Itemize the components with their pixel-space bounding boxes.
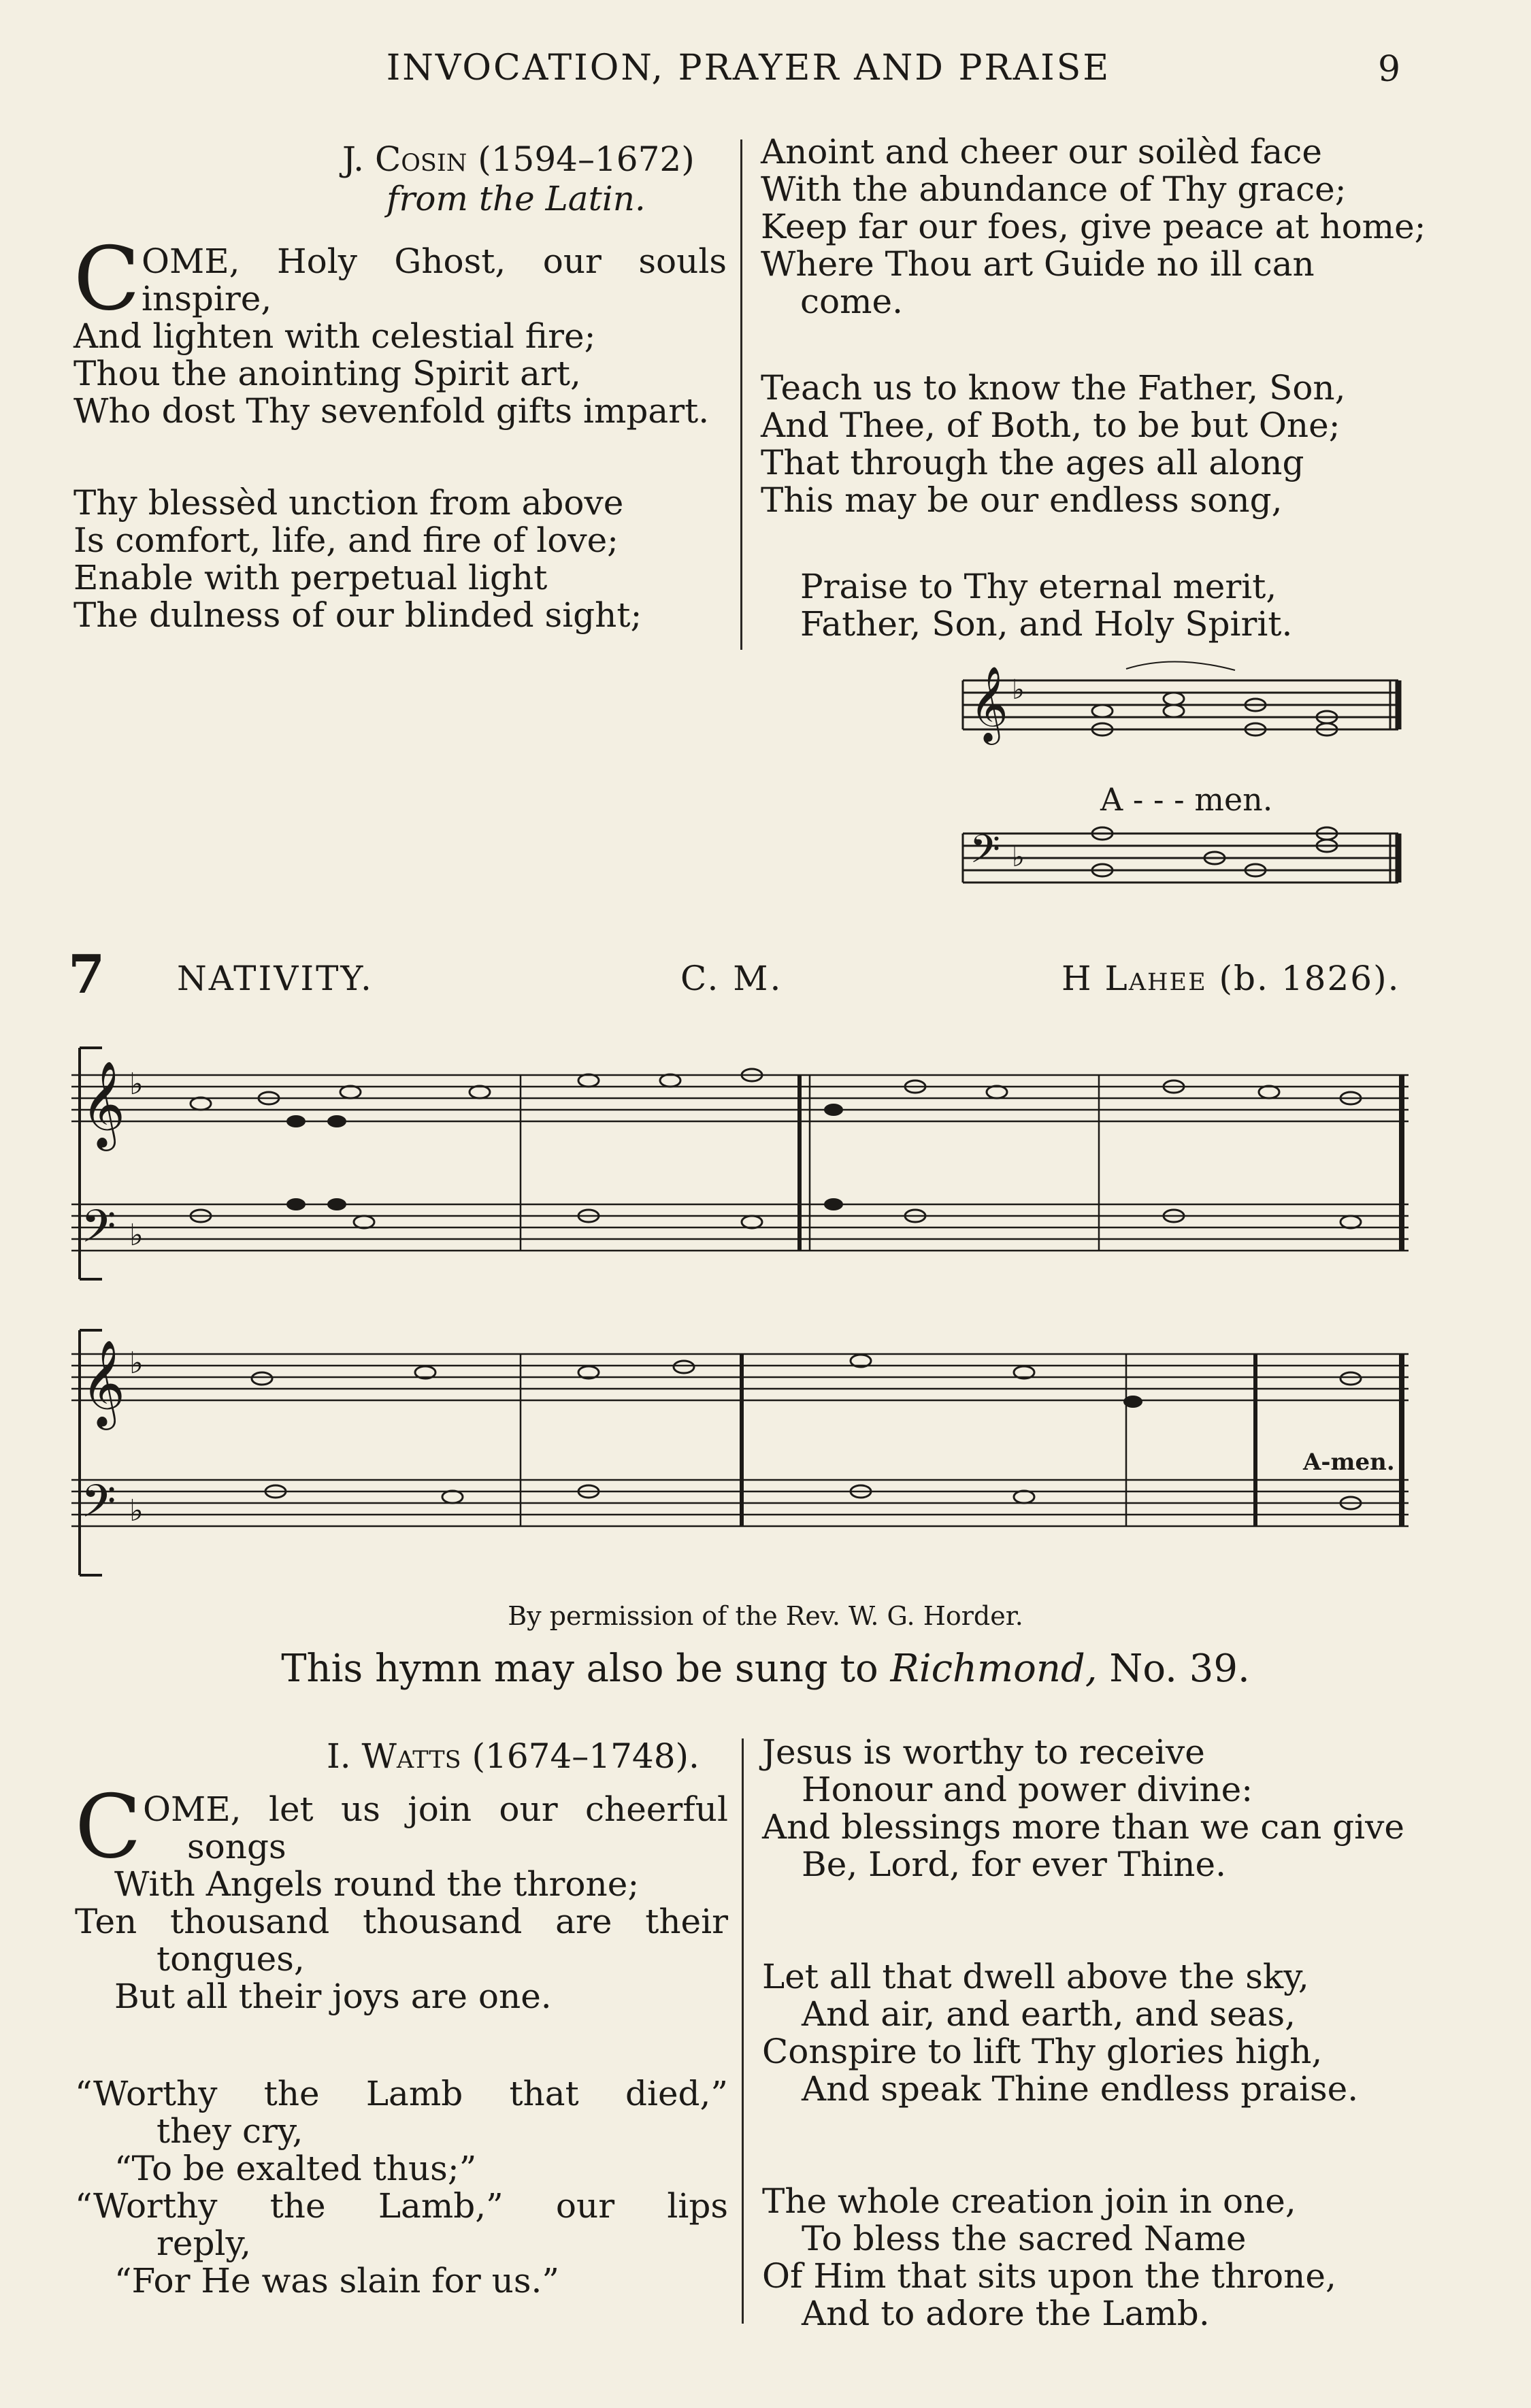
stanza-line: Enable with perpetual light [73, 558, 548, 597]
stanza-line: “To be exalted thus;” [114, 2149, 477, 2188]
hymn8-dropcap: C [75, 1777, 142, 1878]
stanza-line: And blessings more than we can give [762, 1807, 1404, 1847]
stanza-line: OME, let us join our cheerful [143, 1789, 728, 1829]
stanza-line: Ten thousand thousand are their [75, 1902, 728, 1941]
stanza-line: Thy blessèd unction from above [73, 483, 624, 523]
stanza-line: inspire, [142, 279, 272, 318]
hymn6-stanza-3 [761, 133, 1441, 320]
stanza-line: And to adore the Lamb. [802, 2294, 1210, 2333]
stanza-line: This may be our endless song, [761, 480, 1283, 520]
hymn6-stanza-4 [761, 369, 1441, 519]
stanza-line: Be, Lord, for ever Thine. [802, 1845, 1226, 1884]
stanza-line: And Thee, of Both, to be but One; [761, 406, 1340, 445]
hymn-number: 7 [68, 944, 105, 1006]
svg-text:𝄞: 𝄞 [81, 1339, 126, 1426]
stanza-line: That through the ages all along [761, 443, 1304, 482]
stanza-line: But all their joys are one. [114, 1977, 552, 2016]
stanza-line: With Angels round the throne; [114, 1864, 640, 1904]
stanza-line: songs [187, 1827, 286, 1866]
svg-text:♭: ♭ [129, 1494, 144, 1528]
stanza-line: Is comfort, life, and fire of love; [73, 521, 619, 560]
svg-text:♭: ♭ [129, 1067, 144, 1102]
stanza-line: Praise to Thy eternal merit, [800, 567, 1277, 606]
svg-text:𝄢: 𝄢 [81, 1200, 116, 1264]
stanza-line: The whole creation join in one, [762, 2181, 1296, 2221]
hymn6-stanza-1 [73, 229, 727, 431]
column-divider [742, 1738, 744, 2324]
stanza-line: “For He was slain for us.” [114, 2261, 559, 2300]
amen-music-notation [956, 650, 1419, 902]
stanza-line: Anoint and cheer our soilèd face [761, 132, 1322, 171]
svg-text:𝄞: 𝄞 [81, 1060, 126, 1147]
stanza-line: With the abundance of Thy grace; [761, 169, 1347, 209]
column-divider [740, 139, 742, 650]
hymn8-right-column [762, 1734, 1449, 2387]
hymn6-author-dates: (1594–1672) [478, 139, 695, 179]
stanza-line: Teach us to know the Father, Son, [761, 368, 1346, 408]
hymn6-right-column [761, 133, 1441, 697]
hymn8-stanza-5 [762, 2183, 1449, 2332]
stanza-line: Who dost Thy sevenfold gifts impart. [73, 391, 710, 431]
page-number: 9 [1378, 49, 1401, 90]
svg-text:𝄢: 𝄢 [81, 1475, 116, 1538]
hymn6-attribution [73, 139, 727, 179]
hymn7-amen-lyric: A-men. [1303, 1449, 1395, 1476]
svg-text:𝄢: 𝄢 [970, 826, 1001, 882]
stanza-line: Of Him that sits upon the throne, [762, 2256, 1336, 2296]
alternate-tune-note: This hymn may also be sung to Richmond, No. 39. [281, 1647, 1250, 1691]
hymn6-doxology [761, 568, 1441, 643]
tune-name: NATIVITY. [177, 959, 374, 998]
stanza-line: Thou the anointing Spirit art, [73, 354, 581, 393]
svg-text:♭: ♭ [129, 1218, 144, 1253]
stanza-line: “Worthy the Lamb,” our lips [75, 2186, 728, 2226]
stanza-line: Jesus is worthy to receive [762, 1732, 1205, 1772]
hymn6-dropcap: C [73, 229, 140, 330]
amen-lyric: A - - - men. [1100, 781, 1273, 818]
page-running-title: INVOCATION, PRAYER AND PRAISE [386, 48, 1111, 88]
hymn7-music-score [71, 1034, 1419, 1592]
hymn6-source: from the Latin. [386, 179, 646, 218]
hymn8-author-dates: (1674–1748). [472, 1736, 699, 1776]
hymn6-left-column [73, 139, 727, 689]
hymn8-attribution [75, 1736, 728, 1776]
stanza-line: Father, Son, and Holy Spirit. [800, 604, 1293, 644]
svg-text:♭: ♭ [129, 1346, 144, 1381]
svg-text:♭: ♭ [1012, 674, 1025, 706]
composer: H Lahee (b. 1826). [1061, 959, 1400, 998]
stanza-line: OME, Holy Ghost, our souls [142, 242, 727, 281]
hymn8-stanza-1 [75, 1777, 728, 2016]
hymn6-author: J. Cosin [342, 139, 467, 179]
stanza-line: reply, [157, 2224, 251, 2263]
stanza-line: come. [800, 282, 904, 321]
stanza-line: Where Thou art Guide no ill can [761, 244, 1315, 284]
stanza-line: And lighten with celestial fire; [73, 316, 596, 356]
hymn6-stanza-2 [73, 484, 727, 634]
stanza-line: To bless the sacred Name [802, 2219, 1247, 2258]
stanza-line: Keep far our foes, give peace at home; [761, 207, 1426, 246]
stanza-line: “Worthy the Lamb that died,” [75, 2074, 728, 2113]
stanza-line: Let all that dwell above the sky, [762, 1957, 1309, 1996]
stanza-line: And speak Thine endless praise. [802, 2069, 1359, 2109]
permission-note: By permission of the Rev. W. G. Horder. [508, 1601, 1023, 1631]
hymn7-heading [68, 944, 1429, 1006]
hymn8-left-column [75, 1736, 728, 2354]
stanza-line: Honour and power divine: [802, 1770, 1253, 1809]
stanza-line: they cry, [157, 2111, 303, 2151]
svg-text:♭: ♭ [1012, 842, 1025, 873]
stanza-line: Conspire to lift Thy glories high, [762, 2032, 1323, 2071]
svg-text:𝄞: 𝄞 [970, 665, 1008, 742]
hymn8-stanza-4 [762, 1958, 1449, 2108]
stanza-line: The dulness of our blinded sight; [73, 595, 642, 635]
meter: C. M. [680, 959, 783, 998]
hymn8-stanza-2 [75, 2075, 728, 2300]
stanza-line: And air, and earth, and seas, [802, 1994, 1296, 2034]
stanza-line: tongues, [157, 1939, 305, 1979]
hymn8-author: I. Watts [327, 1736, 461, 1776]
hymn8-stanza-3 [762, 1734, 1449, 1883]
